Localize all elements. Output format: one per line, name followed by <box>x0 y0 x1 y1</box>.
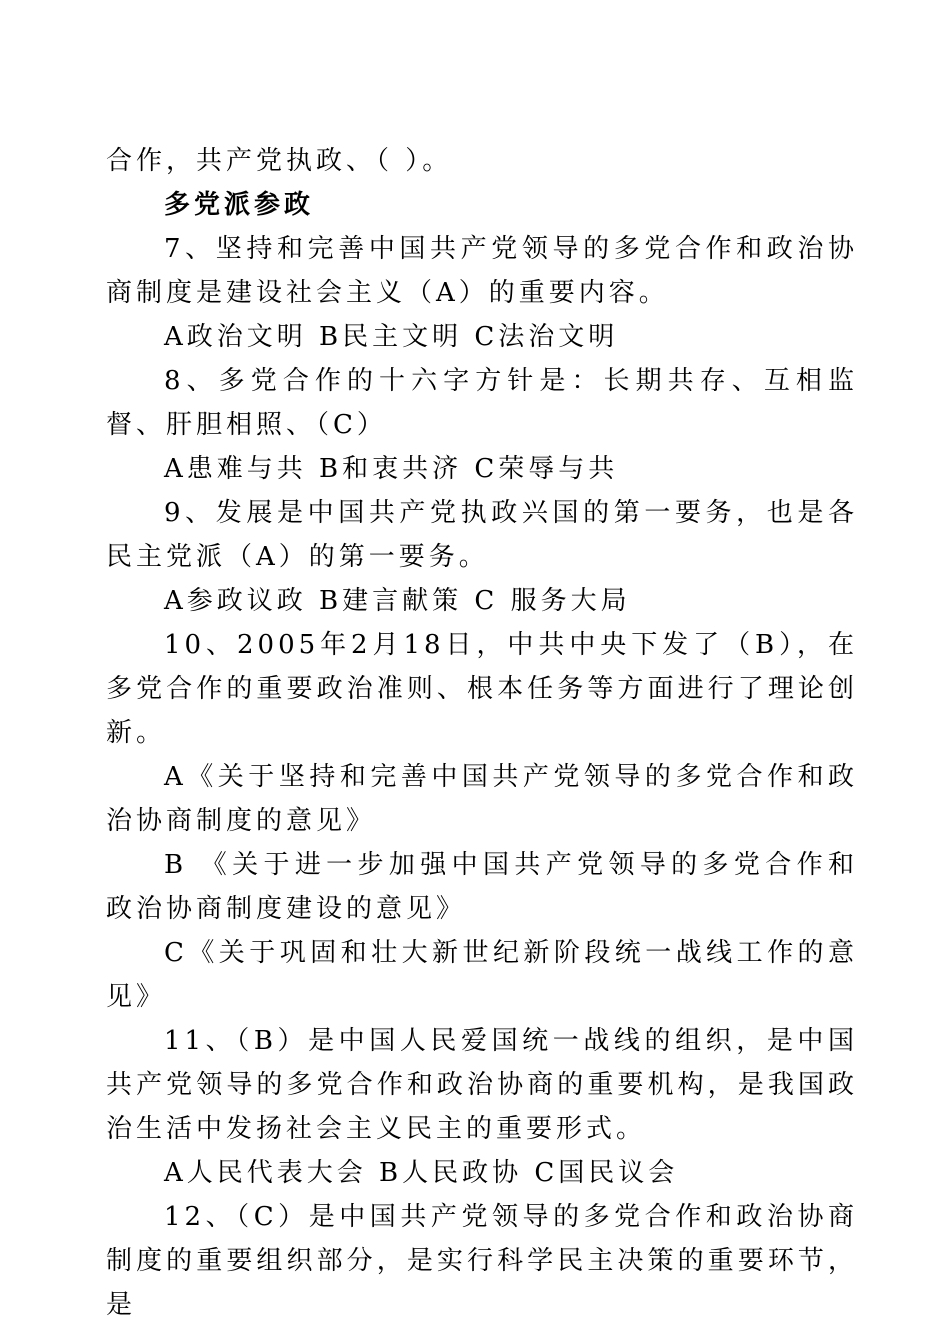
question-10: 10、2005年2月18日，中共中央下发了（B），在多党合作的重要政治准则、根本任务等方面进行了理论创新。 <box>106 630 858 748</box>
question-9: 9、发展是中国共产党执政兴国的第一要务，也是各民主党派（A）的第一要务。 <box>106 498 858 572</box>
question-10-option-b: B 《关于进一步加强中国共产党领导的多党合作和政治协商制度建设的意见》 <box>106 850 858 924</box>
question-11-options: A人民代表大会 B人民政协 C国民议会 <box>164 1158 679 1188</box>
question-10-option-a: A《关于坚持和完善中国共产党领导的多党合作和政治协商制度的意见》 <box>106 762 858 836</box>
paragraph-continuation: 合作，共产党执政、（ ）。 <box>106 146 453 176</box>
question-11: 11、（B）是中国人民爱国统一战线的组织，是中国共产党领导的多党合作和政治协商的重要机构，是我国政治生活中发扬社会主义民主的重要形式。 <box>106 1026 858 1144</box>
question-9-options: A参政议政 B建言献策 C 服务大局 <box>164 586 631 616</box>
document-body <box>106 139 858 1327</box>
question-10-option-c: C《关于巩固和壮大新世纪新阶段统一战线工作的意见》 <box>106 938 858 1012</box>
question-8: 8、多党合作的十六字方针是：长期共存、互相监督、肝胆相照、（C） <box>106 366 858 440</box>
question-7-options: A政治文明 B民主文明 C法治文明 <box>164 322 619 352</box>
question-8-options: A患难与共 B和衷共济 C荣辱与共 <box>164 454 619 484</box>
question-7: 7、坚持和完善中国共产党领导的多党合作和政治协商制度是建设社会主义（A）的重要内容。 <box>106 234 858 308</box>
question-12: 12、（C）是中国共产党领导的多党合作和政治协商制度的重要组织部分，是实行科学民主决策的重要环节，是 <box>106 1202 858 1320</box>
section-heading: 多党派参政 <box>164 190 315 220</box>
